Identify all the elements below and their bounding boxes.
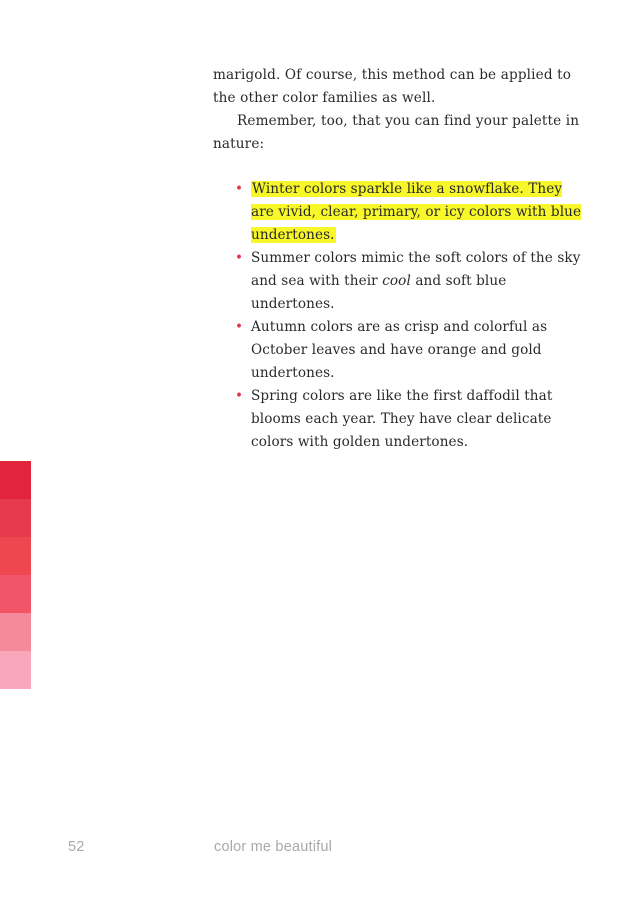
running-title: color me beautiful (214, 839, 333, 855)
summer-text-emphasis: cool (382, 273, 411, 289)
color-swatch-strip (0, 461, 31, 689)
season-list (235, 178, 585, 454)
paragraph-1: marigold. Of course, this method can be applied to the other color families as well. (213, 67, 572, 106)
color-swatch (0, 575, 31, 613)
list-item-autumn (235, 316, 585, 385)
list-item-spring (235, 385, 585, 454)
color-swatch (0, 461, 31, 499)
body-text (213, 64, 583, 156)
spring-text: Spring colors are like the first daffodil that blooms each year. They have clear delicate colors with golden undertones. (251, 388, 553, 450)
color-swatch (0, 537, 31, 575)
bullet-marker: • (235, 388, 244, 404)
highlighted-text: Winter colors sparkle like a snowflake. They are vivid, clear, primary, or icy colors with blue undertones. (251, 181, 582, 243)
list-item-summer (235, 247, 585, 316)
bullet-marker: • (235, 250, 244, 266)
color-swatch (0, 499, 31, 537)
summer-text-end: and soft blue undertones. (251, 273, 507, 312)
page-number: 52 (68, 839, 85, 855)
color-swatch (0, 651, 31, 689)
color-swatch (0, 613, 31, 651)
autumn-text: Autumn colors are as crisp and colorful as October leaves and have orange and gold undertones. (251, 319, 548, 381)
bullet-marker: • (235, 181, 244, 197)
bullet-marker: • (235, 319, 244, 335)
paragraph-2: Remember, too, that you can find your palette in nature: (213, 113, 580, 152)
summer-text-start: Summer colors mimic the soft colors of the sky and sea with their (251, 250, 581, 289)
list-item-winter (235, 178, 585, 247)
